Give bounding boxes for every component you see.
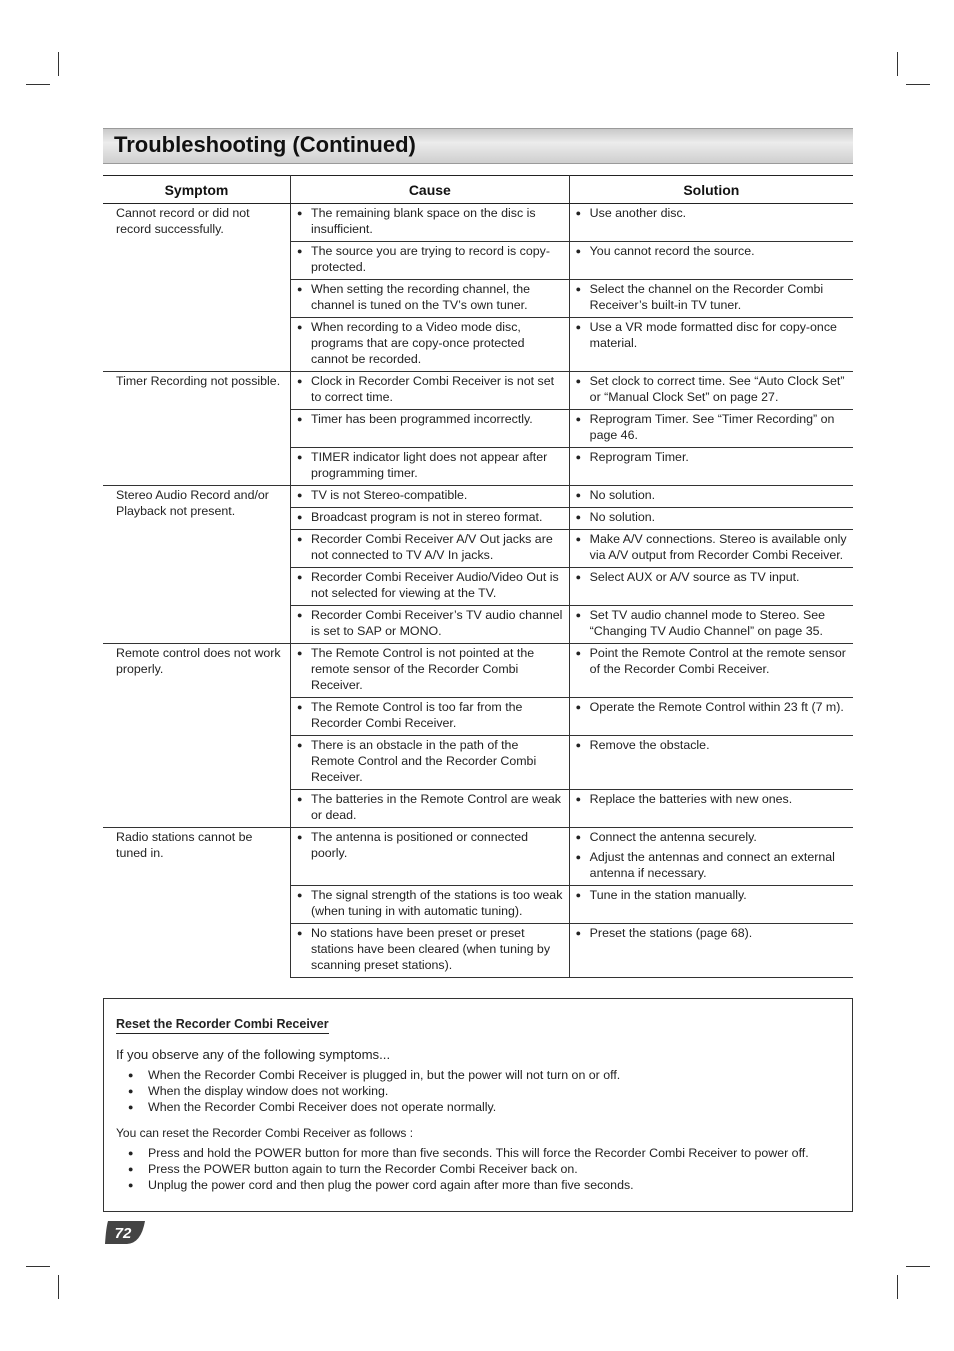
list-item [291, 790, 569, 827]
list-item [570, 698, 853, 719]
list-item [291, 644, 569, 697]
bullet-icon: ● [128, 1164, 134, 1174]
table-row [103, 644, 853, 698]
cause-text: TIMER indicator light does not appear after programming timer. [311, 450, 548, 480]
bullet-icon: ● [297, 322, 303, 332]
solution-cell [569, 886, 853, 924]
solution-text: Set TV audio channel mode to Stereo. See “Changing TV Audio Channel” on page 35. [589, 608, 826, 638]
list-item [291, 280, 569, 317]
cause-cell [291, 372, 570, 410]
solution-cell [569, 606, 853, 644]
list-item [570, 486, 853, 507]
crop-mark [26, 1266, 50, 1267]
crop-mark [58, 52, 59, 76]
bullet-icon: ● [297, 246, 303, 256]
bullet-icon: ● [575, 648, 582, 658]
solution-text: Operate the Remote Control within 23 ft (7 m). [589, 700, 844, 714]
list-item [570, 606, 853, 643]
bullet-icon: ● [128, 1102, 134, 1112]
list-item [291, 924, 569, 977]
bullet-icon: ● [575, 794, 582, 804]
bullet-icon: ● [575, 890, 582, 900]
list-item [570, 790, 853, 811]
solution-text: No solution. [589, 488, 656, 502]
reset-symptom-text: When the Recorder Combi Receiver is plugged in, but the power will not turn on or off. [148, 1068, 621, 1082]
solution-text: Set clock to correct time. See “Auto Clock Set” or “Manual Clock Set” on page 27. [589, 374, 845, 404]
solution-text: Replace the batteries with new ones. [589, 792, 793, 806]
solution-cell [569, 486, 853, 508]
bullet-icon: ● [297, 452, 303, 462]
list-item [570, 204, 853, 225]
solution-text: Select the channel on the Recorder Combi Receiver’s built-in TV tuner. [589, 282, 824, 312]
bullet-icon: ● [297, 284, 303, 294]
list-item [291, 204, 569, 241]
bullet-icon: ● [575, 702, 582, 712]
header-cause: Cause [291, 176, 570, 204]
cause-cell [291, 568, 570, 606]
bullet-icon: ● [297, 794, 303, 804]
list-item [291, 568, 569, 605]
solution-cell [569, 828, 853, 886]
list-item [291, 410, 569, 431]
bullet-icon: ● [128, 1148, 134, 1158]
table-body [103, 204, 853, 978]
list-item [291, 736, 569, 789]
cause-cell [291, 448, 570, 486]
list-item [291, 486, 569, 507]
title-bar [103, 128, 853, 164]
reset-step-text: Unplug the power cord and then plug the power cord again after more than five seconds. [148, 1178, 634, 1192]
list-item [291, 606, 569, 643]
cause-cell [291, 886, 570, 924]
cause-text: The source you are trying to record is copy-protected. [311, 244, 550, 274]
table-row [103, 828, 853, 886]
crop-mark [58, 1275, 59, 1299]
crop-mark [906, 84, 930, 85]
bullet-icon: ● [297, 534, 303, 544]
bullet-icon: ● [575, 208, 582, 218]
cause-cell [291, 698, 570, 736]
list-item [128, 1099, 848, 1115]
cause-text: The Remote Control is too far from the Recorder Combi Receiver. [311, 700, 523, 730]
list-item [570, 448, 853, 469]
list-item [570, 410, 853, 447]
bullet-icon: ● [575, 322, 582, 332]
reset-step-list [128, 1145, 848, 1193]
reset-step-text: Press and hold the POWER button for more than five seconds. This will force the Recorder Combi Receiver to power off. [148, 1146, 809, 1160]
list-item [128, 1161, 848, 1177]
bullet-icon: ● [297, 572, 303, 582]
reset-symptom-text: When the Recorder Combi Receiver does not operate normally. [148, 1100, 497, 1114]
page-number: 72 [114, 1225, 132, 1242]
bullet-icon: ● [575, 928, 582, 938]
cause-text: When setting the recording channel, the channel is tuned on the TV’s own tuner. [311, 282, 531, 312]
bullet-icon: ● [575, 490, 582, 500]
cause-cell [291, 606, 570, 644]
cause-cell [291, 924, 570, 978]
solution-cell [569, 698, 853, 736]
bullet-icon: ● [297, 890, 303, 900]
solution-cell [569, 508, 853, 530]
table-row [103, 372, 853, 410]
cause-text: The remaining blank space on the disc is insufficient. [311, 206, 536, 236]
page-title: Troubleshooting (Continued) [114, 132, 416, 157]
bullet-icon: ● [297, 208, 303, 218]
list-item [291, 242, 569, 279]
bullet-icon: ● [128, 1086, 134, 1096]
cause-text: Timer has been programmed incorrectly. [311, 412, 533, 426]
list-item [291, 828, 569, 865]
list-item [291, 372, 569, 409]
bullet-icon: ● [128, 1070, 134, 1080]
cause-cell [291, 242, 570, 280]
cause-cell [291, 410, 570, 448]
cause-text: No stations have been preset or preset stations have been cleared (when tuning by scanning preset stations). [311, 926, 551, 972]
troubleshooting-table [103, 175, 853, 978]
cause-cell [291, 828, 570, 886]
list-item [291, 448, 569, 485]
list-item [128, 1067, 848, 1083]
solution-text: Preset the stations (page 68). [589, 926, 753, 940]
solution-text: You cannot record the source. [589, 244, 755, 258]
solution-cell [569, 410, 853, 448]
cause-text: TV is not Stereo-compatible. [311, 488, 468, 502]
cause-cell [291, 486, 570, 508]
bullet-icon: ● [297, 740, 303, 750]
list-item [570, 530, 853, 567]
bullet-icon: ● [297, 928, 303, 938]
bullet-icon: ● [575, 832, 582, 842]
solution-cell [569, 242, 853, 280]
bullet-icon: ● [575, 512, 582, 522]
bullet-icon: ● [128, 1180, 134, 1190]
bullet-icon: ● [297, 702, 303, 712]
bullet-icon: ● [575, 376, 582, 386]
bullet-icon: ● [575, 246, 582, 256]
solution-cell [569, 924, 853, 978]
list-item [128, 1145, 848, 1161]
symptom-cell: Remote control does not work properly. [103, 644, 291, 828]
list-item [291, 530, 569, 567]
cause-cell [291, 204, 570, 242]
solution-cell [569, 318, 853, 372]
cause-cell [291, 318, 570, 372]
cause-text: When recording to a Video mode disc, programs that are copy-once protected cannot be recorded. [311, 320, 525, 366]
list-item [570, 568, 853, 589]
bullet-icon: ● [575, 852, 582, 862]
symptom-cell: Radio stations cannot be tuned in. [103, 828, 291, 978]
list-item [291, 698, 569, 735]
header-symptom: Symptom [103, 176, 291, 204]
list-item [570, 886, 853, 907]
page-number-badge [104, 1220, 146, 1245]
reset-symptom-list [128, 1067, 848, 1115]
list-item [128, 1083, 848, 1099]
solution-cell [569, 568, 853, 606]
cause-text: Recorder Combi Receiver Audio/Video Out is not selected for viewing at the TV. [311, 570, 559, 600]
solution-cell [569, 530, 853, 568]
bullet-icon: ● [297, 414, 303, 424]
bullet-icon: ● [297, 512, 303, 522]
solution-text: Connect the antenna securely. [589, 830, 757, 844]
solution-cell [569, 448, 853, 486]
list-item [291, 318, 569, 371]
list-item [570, 280, 853, 317]
bullet-icon: ● [575, 572, 582, 582]
cause-text: The Remote Control is not pointed at the remote sensor of the Recorder Combi Receiver. [311, 646, 535, 692]
list-item [570, 242, 853, 263]
list-item [570, 736, 853, 757]
solution-text: Use another disc. [589, 206, 687, 220]
symptom-cell: Timer Recording not possible. [103, 372, 291, 486]
bullet-icon: ● [575, 740, 582, 750]
solution-text: Use a VR mode formatted disc for copy-once material. [589, 320, 837, 350]
list-item [570, 508, 853, 529]
cause-text: The signal strength of the stations is too weak (when tuning in with automatic tuning). [311, 888, 563, 918]
bullet-icon: ● [575, 610, 582, 620]
solution-cell [569, 280, 853, 318]
reset-title: Reset the Recorder Combi Receiver [116, 1016, 329, 1034]
symptom-cell: Cannot record or did not record successfully. [103, 204, 291, 372]
cause-cell [291, 280, 570, 318]
reset-symptom-text: When the display window does not working. [148, 1084, 389, 1098]
list-item [570, 849, 853, 885]
list-item [570, 372, 853, 409]
crop-mark [26, 84, 50, 85]
bullet-icon: ● [297, 376, 303, 386]
table-row [103, 486, 853, 508]
cause-text: Recorder Combi Receiver’s TV audio channel is set to SAP or MONO. [311, 608, 563, 638]
cause-cell [291, 508, 570, 530]
solution-text: Select AUX or A/V source as TV input. [589, 570, 800, 584]
reset-step-text: Press the POWER button again to turn the Recorder Combi Receiver back on. [148, 1162, 578, 1176]
solution-text: No solution. [589, 510, 656, 524]
bullet-icon: ● [297, 832, 303, 842]
list-item [570, 644, 853, 681]
solution-text: Remove the obstacle. [589, 738, 710, 752]
cause-cell [291, 736, 570, 790]
solution-text: Reprogram Timer. [589, 450, 689, 464]
solution-text: Adjust the antennas and connect an external antenna if necessary. [589, 850, 835, 880]
header-solution: Solution [569, 176, 853, 204]
cause-text: Recorder Combi Receiver A/V Out jacks are not connected to TV A/V In jacks. [311, 532, 553, 562]
cause-cell [291, 644, 570, 698]
bullet-icon: ● [575, 414, 582, 424]
cause-cell [291, 790, 570, 828]
solution-text: Tune in the station manually. [589, 888, 747, 902]
cause-text: Broadcast program is not in stereo format. [311, 510, 543, 524]
table-row [103, 204, 853, 242]
bullet-icon: ● [297, 490, 303, 500]
cause-text: The antenna is positioned or connected poorly. [311, 830, 528, 860]
bullet-icon: ● [575, 284, 582, 294]
cause-cell [291, 530, 570, 568]
solution-cell [569, 644, 853, 698]
crop-mark [897, 52, 898, 76]
bullet-icon: ● [575, 534, 582, 544]
list-item [570, 828, 853, 849]
solution-cell [569, 372, 853, 410]
solution-text: Make A/V connections. Stereo is available only via A/V output from Recorder Combi Receiver. [589, 532, 847, 562]
solution-text: Reprogram Timer. See “Timer Recording” on page 46. [589, 412, 835, 442]
list-item [291, 886, 569, 923]
cause-text: Clock in Recorder Combi Receiver is not set to correct time. [311, 374, 555, 404]
list-item [570, 318, 853, 355]
reset-follow: You can reset the Recorder Combi Receiver as follows : [116, 1126, 414, 1140]
bullet-icon: ● [297, 610, 303, 620]
crop-mark [897, 1275, 898, 1299]
crop-mark [906, 1266, 930, 1267]
solution-cell [569, 790, 853, 828]
bullet-icon: ● [297, 648, 303, 658]
list-item [291, 508, 569, 529]
cause-text: There is an obstacle in the path of the Remote Control and the Recorder Combi Receiver. [311, 738, 537, 784]
reset-intro: If you observe any of the following symptoms... [116, 1047, 391, 1062]
list-item [128, 1177, 848, 1193]
list-item [570, 924, 853, 945]
cause-text: The batteries in the Remote Control are weak or dead. [311, 792, 562, 822]
symptom-cell: Stereo Audio Record and/or Playback not present. [103, 486, 291, 644]
bullet-icon: ● [575, 452, 582, 462]
reset-section [103, 998, 853, 1212]
solution-cell [569, 736, 853, 790]
solution-text: Point the Remote Control at the remote sensor of the Recorder Combi Receiver. [589, 646, 846, 676]
solution-cell [569, 204, 853, 242]
